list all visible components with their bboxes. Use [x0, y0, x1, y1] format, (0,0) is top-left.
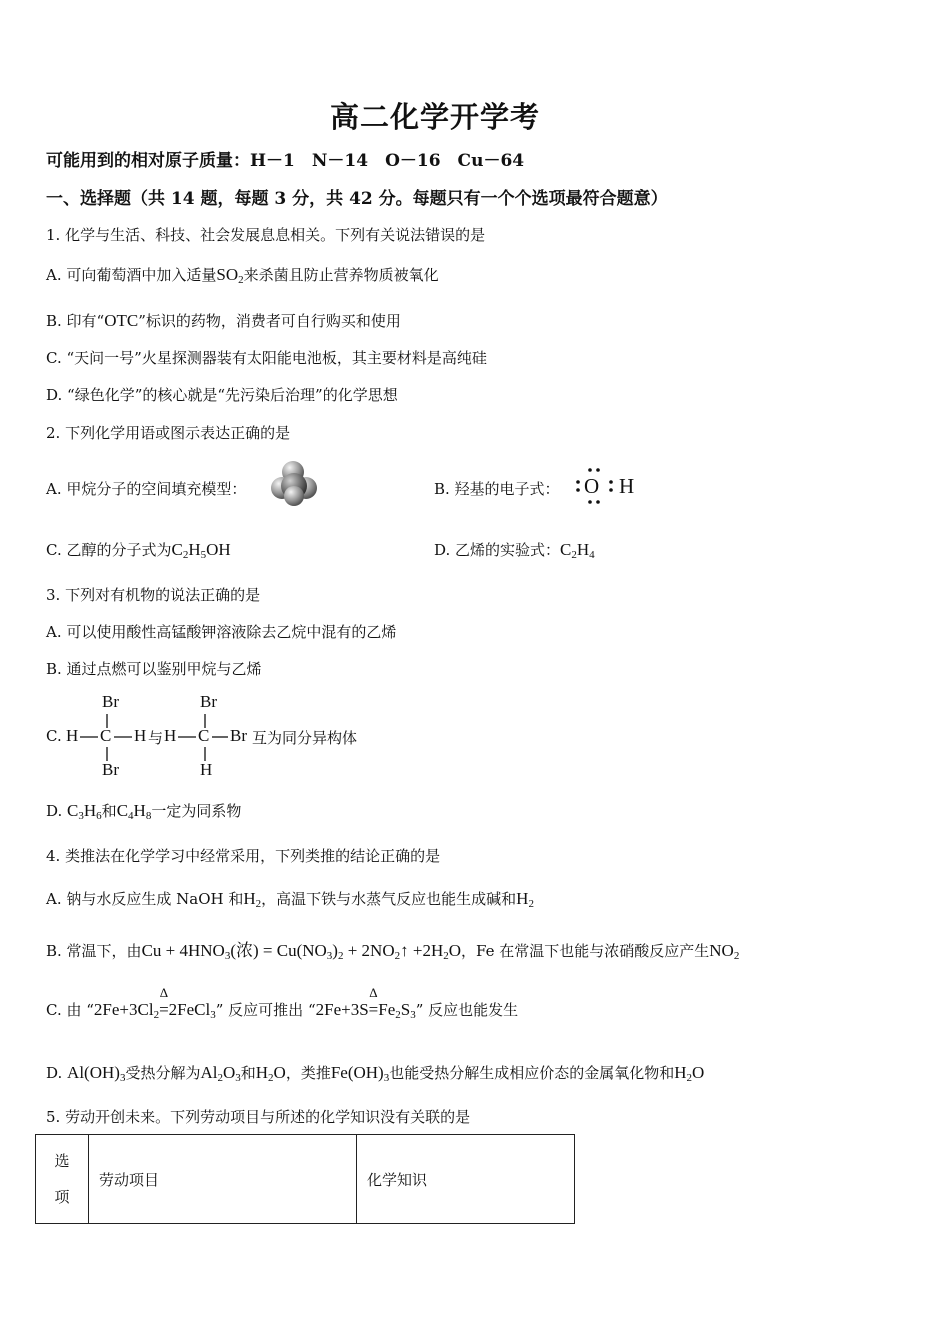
- q3-option-a: A. 可以使用酸性高锰酸钾溶液除去乙烷中混有的乙烯: [46, 623, 397, 641]
- q1-option-b: B. 印有“OTC”标识的药物，消费者可自行购买和使用: [46, 311, 401, 330]
- q2-option-a: A. 甲烷分子的空间填充模型：: [46, 480, 247, 498]
- q2-option-c: C. 乙醇的分子式为$C_2H_5OH$: [46, 540, 231, 561]
- q4-stem: 4. 类推法在化学学习中经常采用，下列类推的结论正确的是: [46, 847, 441, 865]
- q5-stem: 5. 劳动开创未来。下列劳动项目与所述的化学知识没有关联的是: [46, 1108, 471, 1126]
- table-header-knowledge: 化学知识: [357, 1135, 575, 1224]
- table-header-option: 选 项: [36, 1135, 89, 1224]
- q2-option-d: D. 乙烯的实验式：$C_2H_4$: [434, 540, 595, 561]
- q3-option-c-label: C.: [46, 727, 62, 745]
- q5-table: [35, 1134, 575, 1224]
- q2-stem: 2. 下列化学用语或图示表达正确的是: [46, 424, 291, 442]
- table-row: [36, 1135, 575, 1224]
- dibromomethane-structure-1: Br H C H Br: [66, 692, 147, 779]
- section-heading: 一、选择题（共 14 题，每题 3 分，共 42 分。每题只有一个个选项最符合题意）: [46, 189, 668, 209]
- q4-option-d: D. $Al(OH)_3$受热分解为$Al_2O_3$和$H_2O$，类推$Fe(OH)_3$也能受热分解生成相应价态的金属氧化物和$H_2O$: [46, 1063, 705, 1084]
- atomic-masses: 可能用到的相对原子质量：H－1 N－14 O－16 Cu－64: [46, 151, 525, 171]
- q3-option-b: B. 通过点燃可以鉴别甲烷与乙烯: [46, 660, 262, 678]
- q1-option-a: A. 可向葡萄酒中加入适量$SO_2$来杀菌且防止营养物质被氧化: [46, 265, 439, 286]
- table-header-labor: 劳动项目: [89, 1135, 357, 1224]
- q1-option-d: D. “绿色化学”的核心就是“先污染后治理”的化学思想: [46, 386, 398, 404]
- q1-option-c: C. “天问一号”火星探测器装有太阳能电池板，其主要材料是高纯硅: [46, 349, 487, 367]
- q4-option-a: A. 钠与水反应生成 NaOH 和$H_2$，高温下铁与水蒸气反应也能生成碱和$H_2$: [46, 889, 534, 910]
- q2-option-b: B. 羟基的电子式：: [434, 480, 560, 498]
- methane-space-filling-model-image: [270, 458, 322, 508]
- q3-option-d: D. $C_3H_6$和$C_4H_8$一定为同系物: [46, 801, 242, 822]
- q3-option-c-text: 互为同分异构体: [252, 729, 358, 747]
- dibromomethane-structure-2: Br H C Br H: [164, 692, 247, 779]
- q4-option-b: B. 常温下，由$Cu + 4HNO_3$(浓) = $Cu(NO_3)_2$ + $2NO_2↑ +2H_2O$，Fe 在常温下也能与浓硝酸反应产生$NO_2$: [46, 941, 740, 962]
- q3-stem: 3. 下列对有机物的说法正确的是: [46, 586, 261, 604]
- q1-stem: 1. 化学与生活、科技、社会发展息息相关。下列有关说法错误的是: [46, 226, 486, 244]
- q3-option-c-with: 与: [148, 729, 164, 747]
- hydroxyl-electron-formula: O H: [572, 466, 642, 506]
- q4-option-c: C. 由 “$2Fe+3Cl_2$ Δ =2FeCl$_3$” 反应可推出 “2Fe+3S Δ $=Fe_2S_3$” 反应也能发生: [46, 985, 519, 1021]
- page-title: 高二化学开学考: [329, 100, 540, 134]
